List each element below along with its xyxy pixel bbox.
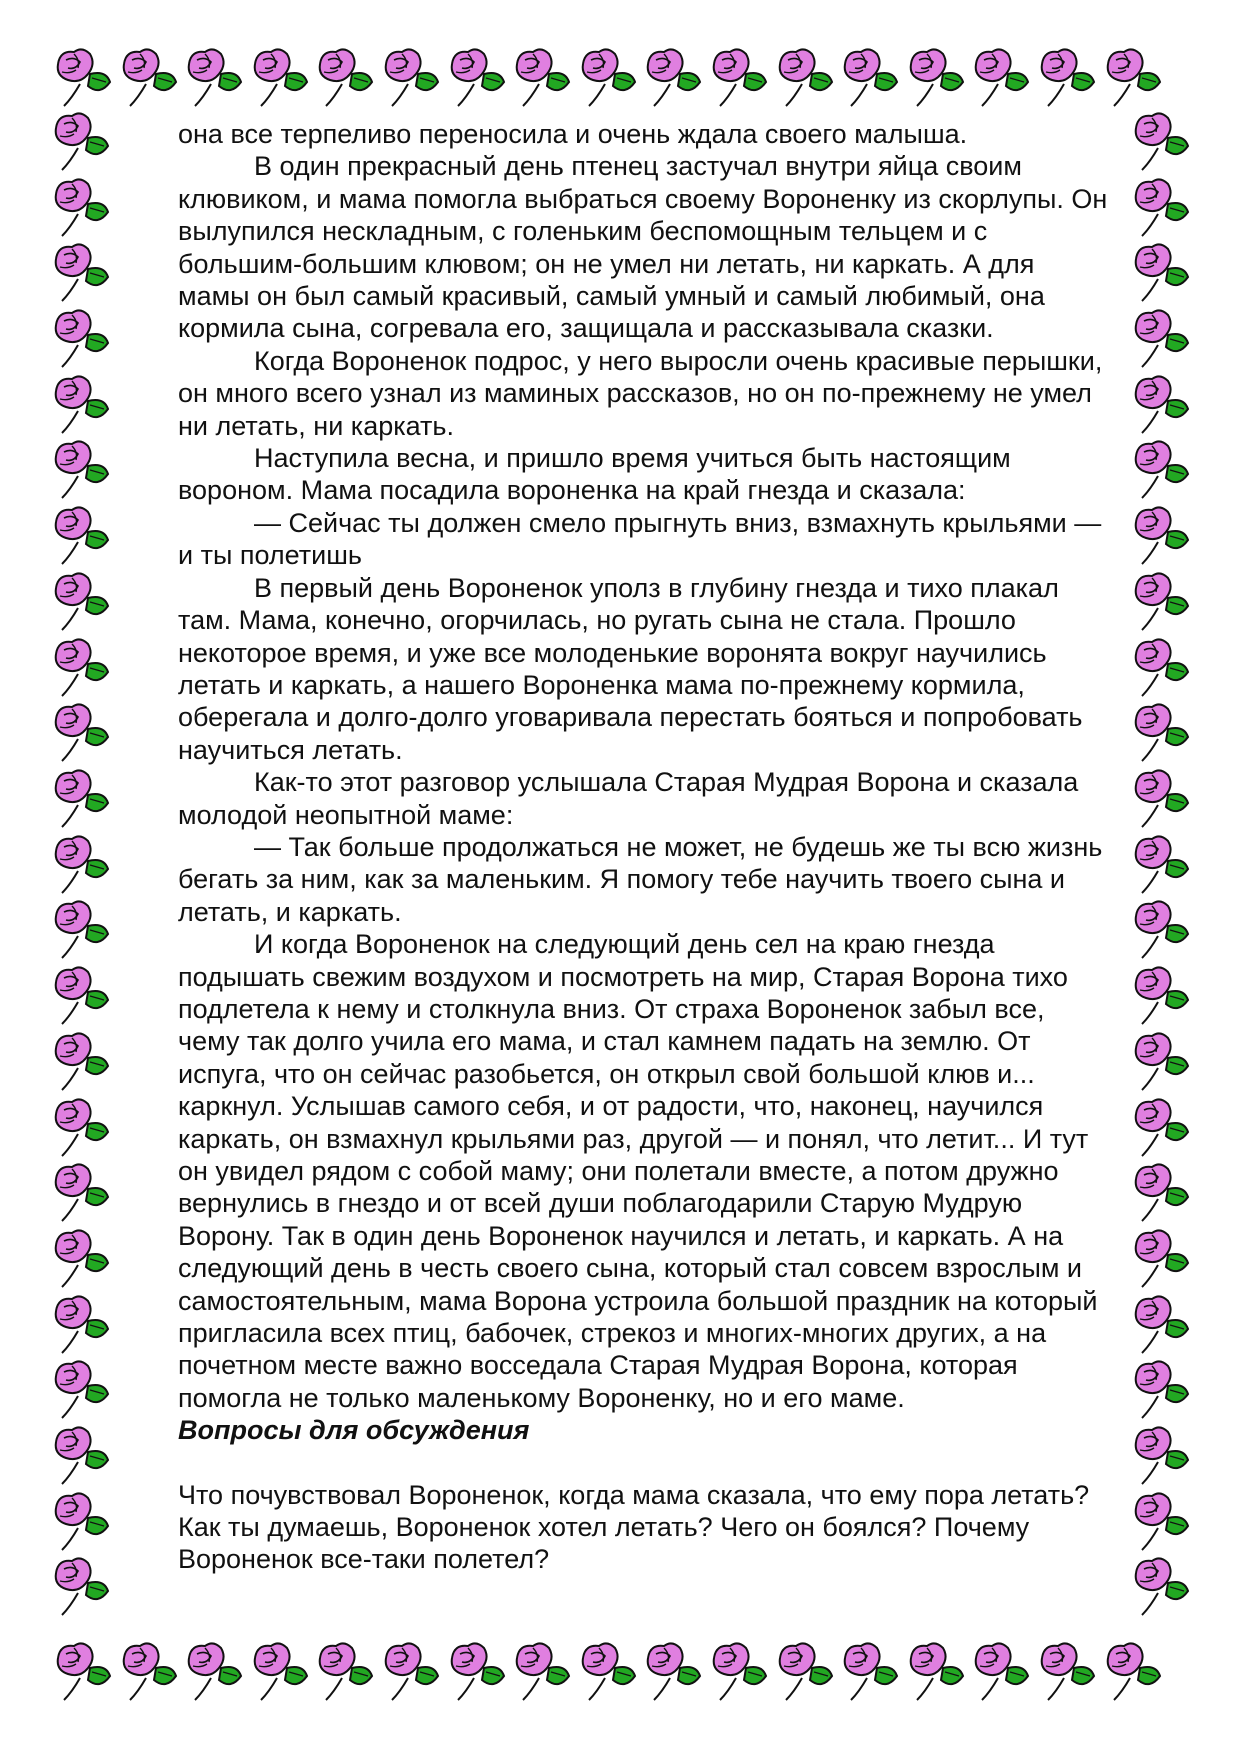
story-line: мамы он был самый красивый, самый умный и самый любимый, она: [178, 281, 1045, 312]
rose-icon: [247, 1638, 313, 1704]
story-line: — Сейчас ты должен смело прыгнуть вниз, взмахнуть крыльями —: [254, 507, 1102, 538]
story-line: самостоятельным, мама Ворона устроила большой праздник на который: [178, 1285, 1098, 1316]
questions-list: [178, 1479, 1238, 1576]
story-line: летать, и каркать.: [178, 896, 402, 927]
rose-icon: [48, 699, 114, 765]
story-line: Наступила весна, и пришло время учиться быть настоящим: [254, 443, 1011, 474]
story-line: И когда Вороненок на следующий день сел на краю гнезда: [254, 929, 995, 960]
rose-icon: [837, 1638, 903, 1704]
story-line: и ты полетишь: [178, 540, 362, 571]
spacer: [178, 1447, 1238, 1479]
story-line: научиться летать.: [178, 734, 403, 765]
rose-icon: [48, 371, 114, 437]
rose-icon: [903, 1638, 969, 1704]
story-line: каркать, он взмахнул крыльями раз, другой — и понял, что летит... И тут: [178, 1123, 1089, 1154]
rose-icon: [48, 1225, 114, 1291]
story-line: каркнул. Услышав самого себя, и от радости, что, наконец, научился: [178, 1091, 1044, 1122]
story-line: вороном. Мама посадила вороненка на край гнезда и сказала:: [178, 475, 966, 506]
story-line: помогла не только маленькому Вороненку, но и его маме.: [178, 1382, 905, 1413]
rose-icon: [48, 765, 114, 831]
story-line: следующий день в честь своего сына, который стал совсем взрослым и: [178, 1253, 1083, 1284]
story-line: вылупился нескладным, с голеньким беспомощным тельцем и с: [178, 216, 988, 247]
story-line: Ворону. Так в один день Вороненок научился и летать, и каркать. А на: [178, 1220, 1064, 1251]
rose-icon: [48, 1422, 114, 1488]
story-line: Как-то этот разговор услышала Старая Мудрая Ворона и сказала: [254, 767, 1079, 798]
story-line: — Так больше продолжаться не может, не будешь же ты всю жизнь: [254, 831, 1103, 862]
rose-icon: [50, 1638, 116, 1704]
rose-icon: [50, 44, 116, 110]
story-line: подышать свежим воздухом и посмотреть на мир, Старая Ворона тихо: [178, 961, 1068, 992]
story-line: пригласила всех птиц, бабочек, стрекоз и многих-многих других, а на: [178, 1318, 1047, 1349]
question-line: Что почувствовал Вороненок, когда мама сказала, что ему пора летать?: [178, 1479, 1090, 1510]
rose-icon: [48, 174, 114, 240]
story-line: вернулись в гнездо и от всей души поблагодарили Старую Мудрую: [178, 1188, 1023, 1219]
story-line: летать и каркать, а нашего Вороненка мама по-прежнему кормила,: [178, 669, 1025, 700]
story-line: бегать за ним, как за маленьким. Я помогу тебе научить твоего сына и: [178, 864, 1066, 895]
rose-icon: [640, 44, 706, 110]
rose-icon: [48, 1159, 114, 1225]
story-line: он много всего узнал из маминых рассказов, но он по-прежнему не умел: [178, 378, 1092, 409]
story-line: испуга, что он сейчас разобьется, он открыл свой большой клюв и...: [178, 1058, 1035, 1089]
rose-icon: [48, 502, 114, 568]
story-body: [178, 118, 1238, 1414]
rose-icon: [444, 1638, 510, 1704]
questions-heading: Вопросы для обсуждения: [178, 1415, 530, 1446]
rose-icon: [48, 896, 114, 962]
rose-icon: [48, 1356, 114, 1422]
rose-icon: [48, 1553, 114, 1619]
rose-icon: [1034, 1638, 1100, 1704]
rose-icon: [1034, 44, 1100, 110]
story-line: молодой неопытной маме:: [178, 799, 514, 830]
story-line: большим-большим клювом; он не умел ни летать, ни каркать. А для: [178, 248, 1035, 279]
rose-icon: [509, 1638, 575, 1704]
rose-icon: [1100, 1638, 1166, 1704]
rose-icon: [48, 108, 114, 174]
rose-icon: [1100, 44, 1166, 110]
rose-icon: [48, 1488, 114, 1554]
rose-icon: [837, 44, 903, 110]
rose-icon: [575, 1638, 641, 1704]
rose-icon: [968, 44, 1034, 110]
rose-icon: [48, 1094, 114, 1160]
rose-icon: [48, 568, 114, 634]
story-line: оберегала и долго-долго уговаривала перестать бояться и попробовать: [178, 702, 1083, 733]
rose-icon: [968, 1638, 1034, 1704]
rose-icon: [48, 831, 114, 897]
rose-icon: [48, 436, 114, 502]
story-line: подлетела к нему и столкнула вниз. От страха Вороненок забыл все,: [178, 993, 1045, 1024]
rose-icon: [903, 44, 969, 110]
rose-icon: [772, 44, 838, 110]
rose-icon: [116, 44, 182, 110]
rose-icon: [48, 305, 114, 371]
rose-icon: [509, 44, 575, 110]
rose-icon: [312, 44, 378, 110]
story-line: некоторое время, и уже все молоденькие воронята вокруг научились: [178, 637, 1047, 668]
rose-icon: [378, 44, 444, 110]
question-line: Вороненок все-таки полетел?: [178, 1544, 550, 1575]
story-line: чему так долго учила его мама, и стал камнем падать на землю. От: [178, 1026, 1031, 1057]
story-line: ни летать, ни каркать.: [178, 410, 454, 441]
story-line: она все терпеливо переносила и очень ждала своего малыша.: [178, 119, 968, 149]
story-line: В первый день Вороненок уполз в глубину гнезда и тихо плакал: [254, 572, 1059, 603]
rose-icon: [312, 1638, 378, 1704]
rose-icon: [181, 44, 247, 110]
rose-icon: [575, 44, 641, 110]
rose-icon: [48, 1028, 114, 1094]
story-line: там. Мама, конечно, огорчилась, но ругать сына не стала. Прошло: [178, 605, 1016, 636]
rose-icon: [48, 1291, 114, 1357]
rose-icon: [706, 44, 772, 110]
rose-icon: [116, 1638, 182, 1704]
story-line: кормила сына, согревала его, защищала и рассказывала сказки.: [178, 313, 994, 344]
rose-icon: [181, 1638, 247, 1704]
rose-icon: [48, 634, 114, 700]
story-line: почетном месте важно восседала Старая Мудрая Ворона, которая: [178, 1350, 1018, 1381]
rose-icon: [772, 1638, 838, 1704]
rose-icon: [247, 44, 313, 110]
story-line: он увидел рядом с собой маму; они полетали вместе, а потом дружно: [178, 1156, 1059, 1186]
question-line: Как ты думаешь, Вороненок хотел летать? Чего он боялся? Почему: [178, 1512, 1030, 1543]
rose-icon: [48, 962, 114, 1028]
rose-icon: [378, 1638, 444, 1704]
rose-icon: [444, 44, 510, 110]
story-line: клювиком, и мама помогла выбраться своему Вороненку из скорлупы. Он: [178, 183, 1108, 214]
story-line: Когда Вороненок подрос, у него выросли очень красивые перышки,: [254, 345, 1103, 376]
rose-icon: [640, 1638, 706, 1704]
story-line: В один прекрасный день птенец застучал внутри яйца своим: [254, 151, 1022, 182]
rose-icon: [48, 239, 114, 305]
rose-icon: [706, 1638, 772, 1704]
story-text-block: [178, 118, 1238, 1576]
